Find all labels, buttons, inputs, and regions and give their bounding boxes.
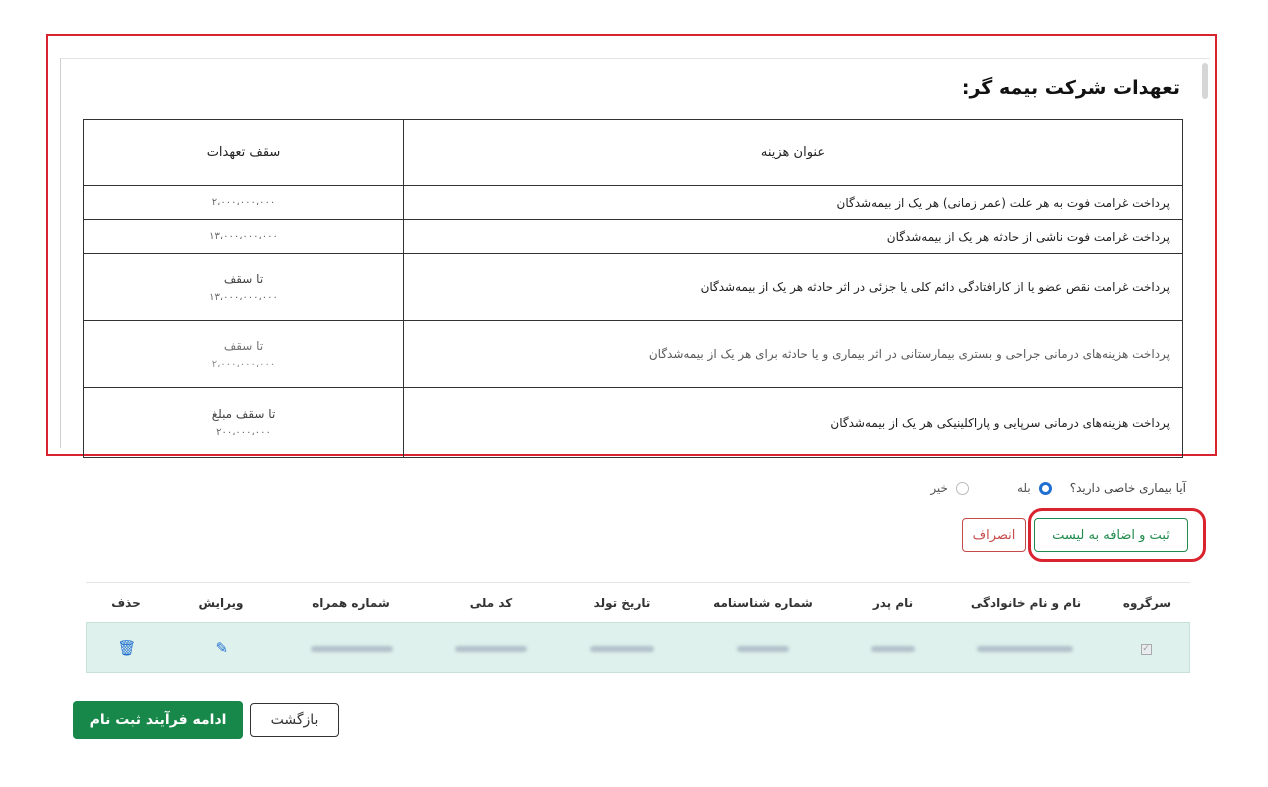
redacted-value <box>737 646 789 652</box>
special-disease-question <box>882 481 1186 495</box>
commitment-description: پرداخت غرامت فوت ناشی از حادثه هر یک از بیمه‌شدگان <box>404 220 1183 254</box>
commitment-row <box>84 186 1183 220</box>
header-cap: سقف تعهدات <box>84 120 404 186</box>
delete-cell <box>87 639 167 657</box>
redacted-value <box>455 646 527 652</box>
cap-value: ۱۳،۰۰۰،۰۰۰،۰۰۰ <box>209 291 278 303</box>
panel-scrollbar[interactable] <box>1202 63 1208 99</box>
redacted-value <box>590 646 654 652</box>
header-description: عنوان هزینه <box>404 120 1183 186</box>
commitment-cap <box>84 321 404 388</box>
father-name-cell <box>838 641 948 655</box>
continue-registration-button[interactable]: ادامه فرآیند ثبت نام <box>73 701 243 739</box>
redacted-value <box>977 646 1073 652</box>
trash-icon[interactable]: 🗑 <box>117 638 137 657</box>
col-mobile: شماره همراه <box>312 595 390 610</box>
national-code-cell <box>426 641 556 655</box>
commitment-description: پرداخت هزینه‌های درمانی سرپایی و پاراکلینیکی هر یک از بیمه‌شدگان <box>404 388 1183 458</box>
back-button[interactable]: بازگشت <box>250 703 339 737</box>
cap-value: ۱۳،۰۰۰،۰۰۰،۰۰۰ <box>209 231 278 242</box>
mobile-cell <box>277 641 427 655</box>
question-label: آیا بیماری خاصی دارید؟ <box>1069 481 1186 495</box>
cancel-button[interactable]: انصراف <box>962 518 1026 552</box>
commitment-cap <box>84 220 404 254</box>
col-father-name: نام پدر <box>872 595 914 610</box>
redacted-value <box>311 646 393 652</box>
radio-yes-label: بله <box>1016 481 1031 495</box>
id-number-cell <box>688 641 838 655</box>
col-delete: حذف <box>111 595 141 610</box>
commitments-title: تعهدات شرکت بیمه گر: <box>961 77 1180 99</box>
edit-cell <box>167 639 277 657</box>
col-full-name: نام و نام خانوادگی <box>970 595 1082 610</box>
col-birth-date: تاریخ تولد <box>593 595 651 610</box>
head-of-group-checkbox: ✓ <box>1142 644 1150 654</box>
commitment-row <box>84 254 1183 321</box>
cap-prefix: تا سقف <box>223 271 264 286</box>
commitment-row <box>84 321 1183 388</box>
commitment-cap <box>84 388 404 458</box>
redacted-value <box>871 646 915 652</box>
pencil-icon[interactable]: ✎ <box>215 638 229 657</box>
commitment-description: پرداخت هزینه‌های درمانی جراحی و بستری بیمارستانی در اثر بیماری و یا حادثه برای هر یک از بیمه‌شدگان <box>404 321 1183 388</box>
birth-date-cell <box>556 641 688 655</box>
commitment-description: پرداخت غرامت نقص عضو یا از کارافتادگی دائم کلی یا جزئی در اثر حادثه هر یک از بیمه‌شدگان <box>404 254 1183 321</box>
col-national-code: کد ملی <box>469 595 513 610</box>
members-table-header <box>86 582 1190 622</box>
commitment-row <box>84 388 1183 458</box>
radio-yes-indicator[interactable] <box>1039 482 1052 495</box>
cap-value: ۲۰۰،۰۰۰،۰۰۰ <box>216 427 271 438</box>
commitment-cap <box>84 254 404 321</box>
col-edit: ویرایش <box>198 595 244 610</box>
col-id-number: شماره شناسنامه <box>713 595 813 610</box>
commitments-table <box>83 119 1183 458</box>
radio-no-label: خیر <box>930 481 948 495</box>
add-to-list-button[interactable]: ثبت و اضافه به لیست <box>1034 518 1188 552</box>
commitment-description: پرداخت غرامت فوت به هر علت (عمر زمانی) هر یک از بیمه‌شدگان <box>404 186 1183 220</box>
table-row <box>86 622 1190 673</box>
radio-no[interactable] <box>930 481 969 495</box>
head-of-group-cell <box>1103 640 1189 655</box>
commitment-row <box>84 220 1183 254</box>
cap-value: ۲،۰۰۰،۰۰۰،۰۰۰ <box>211 197 276 208</box>
col-head-group: سرگروه <box>1122 595 1172 610</box>
commitment-cap <box>84 186 404 220</box>
radio-no-indicator[interactable] <box>956 482 969 495</box>
commitments-panel <box>60 58 1210 448</box>
full-name-cell <box>947 641 1103 655</box>
highlight-frame <box>46 34 1217 456</box>
commitments-header-row <box>84 120 1183 186</box>
cap-prefix: تا سقف <box>223 338 264 353</box>
radio-yes[interactable] <box>1017 481 1052 495</box>
cap-prefix: تا سقف مبلغ <box>211 407 276 421</box>
cap-value: ۲،۰۰۰،۰۰۰،۰۰۰ <box>211 358 276 370</box>
